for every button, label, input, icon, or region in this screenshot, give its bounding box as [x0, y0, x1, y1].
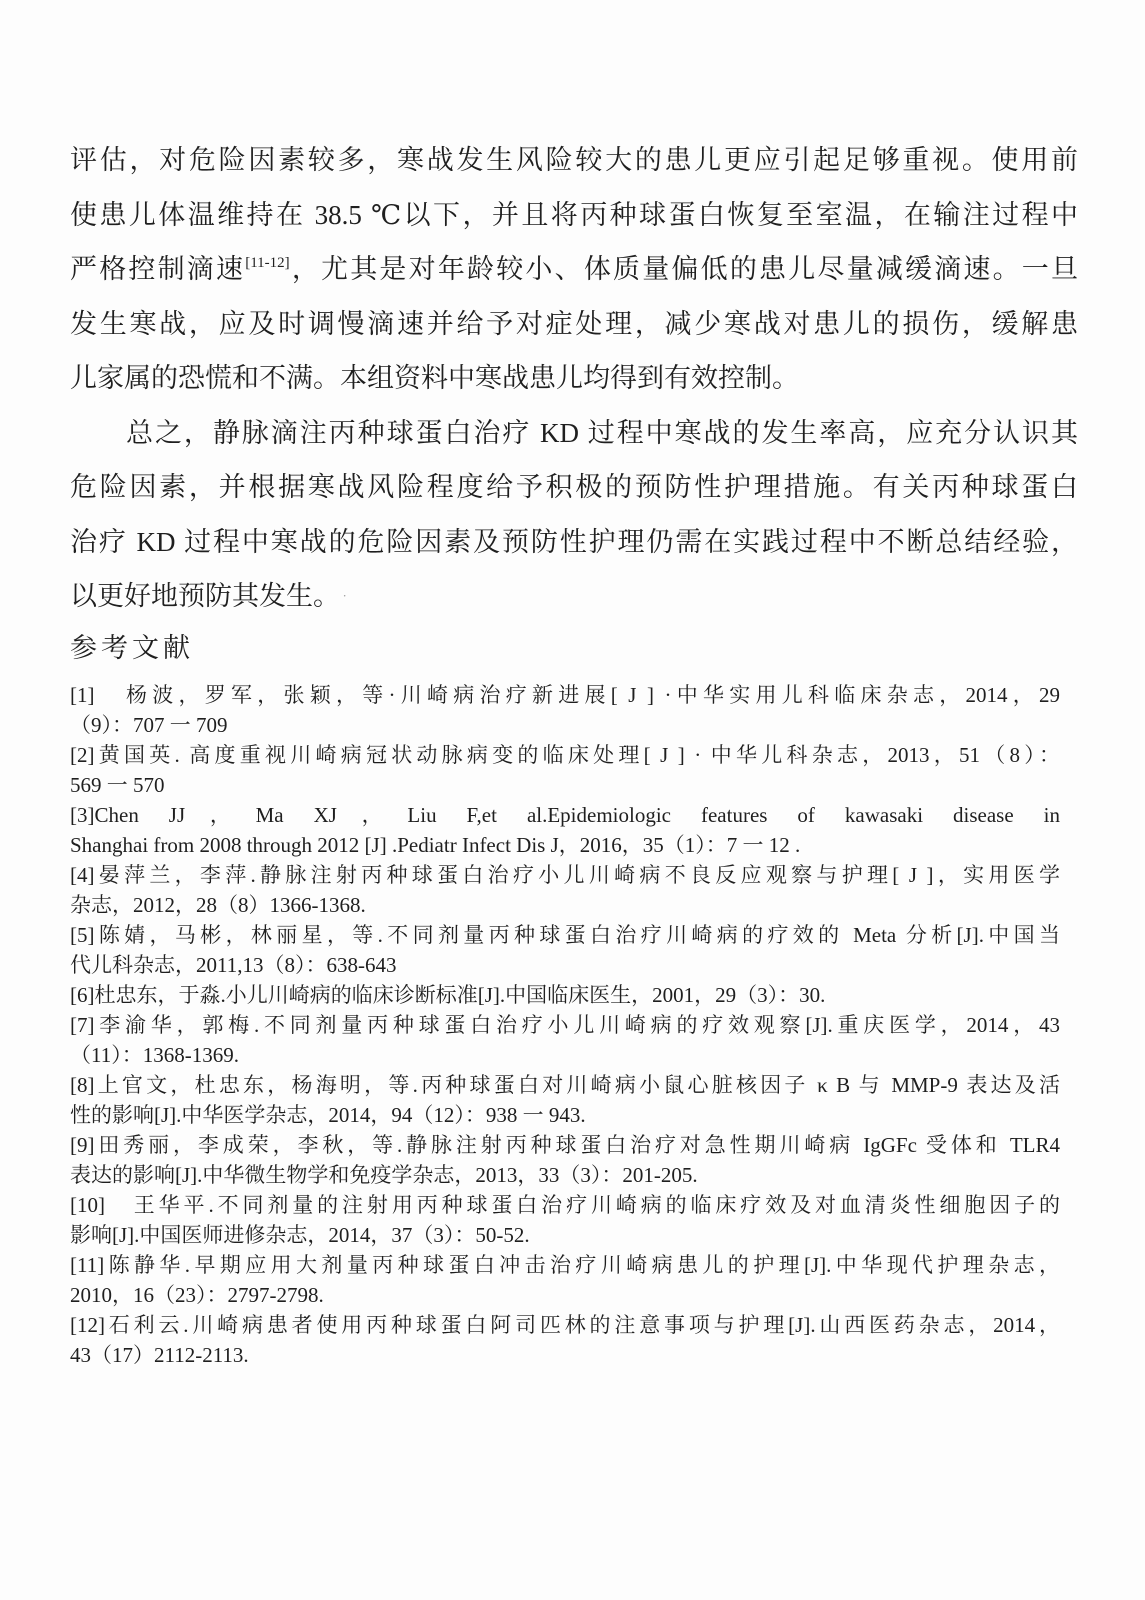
text-line: 治疗 KD 过程中寒战的危险因素及预防性护理仍需在实践过程中不断总结经验， [70, 526, 1078, 557]
text-segment: 严格控制滴速 [70, 254, 246, 284]
reference-line: [3]Chen JJ，Ma XJ，Liu F,et al.Epidemiologic features of kawasaki disease in [70, 802, 1060, 827]
reference-entry [70, 740, 1060, 800]
reference-line: [8]上官文，杜忠东，杨海明，等.丙种球蛋白对川崎病小鼠心脏核因子 κ B 与 MMP-9 表达及活 [70, 1072, 1060, 1097]
reference-line: [2]黄国英. 高度重视川崎病冠状动脉病变的临床处理[ J ] · 中华儿科杂志，2013，51（8）： [70, 742, 1060, 767]
reference-line: 性的影响[J].中华医学杂志，2014，94（12）：938 一 943. [70, 1102, 586, 1127]
reference-line: [1] 杨波，罗军，张颖，等·川崎病治疗新进展[ J ] ·中华实用儿科临床杂志，2014，29 [70, 682, 1060, 707]
text-segment: 以更好地预防其发生。 [70, 581, 327, 611]
reference-entry [70, 860, 1060, 920]
text-line: 总之，静脉滴注丙种球蛋白治疗 KD 过程中寒战的发生率高，应充分认识其 [126, 417, 1078, 448]
reference-line: [4]晏萍兰，李萍.静脉注射丙种球蛋白治疗小儿川崎病不良反应观察与护理[ J ]，实用医学 [70, 862, 1060, 887]
reference-entry [70, 1190, 1060, 1250]
reference-entry [70, 1250, 1060, 1310]
text-line: 评估，对危险因素较多，寒战发生风险较大的患儿更应引起足够重视。使用前 [70, 145, 1078, 175]
reference-entry [70, 680, 1060, 740]
reference-line: [9]田秀丽，李成荣，李秋，等.静脉注射丙种球蛋白治疗对急性期川崎病 IgGFc 受体和 TLR4 [70, 1132, 1060, 1157]
text-line [70, 569, 1078, 624]
reference-line: 杂志，2012，28（8）1366-1368. [70, 892, 366, 917]
reference-line: [10] 王华平.不同剂量的注射用丙种球蛋白治疗川崎病的临床疗效及对血清炎性细胞因子的 [70, 1192, 1060, 1217]
text-segment: ，尤其是对年龄较小、体质量偏低的患儿尽量减缓滴速。一旦 [289, 254, 1078, 284]
page-content [70, 133, 1078, 1370]
reference-entry [70, 1070, 1060, 1130]
stray-scan-mark: · [342, 588, 347, 603]
reference-line: 2010，16（23）：2797-2798. [70, 1282, 324, 1307]
citation-superscript: [11-12] [245, 255, 290, 271]
reference-entry [70, 980, 1060, 1010]
reference-entry [70, 920, 1060, 980]
reference-line: [12]石利云.川崎病患者使用丙种球蛋白阿司匹林的注意事项与护理[J].山西医药杂志，2014， [70, 1312, 1060, 1337]
reference-line: 影响[J].中国医师进修杂志，2014，37（3）：50-52. [70, 1222, 530, 1247]
reference-line: [7]李渝华，郭梅.不同剂量丙种球蛋白治疗小儿川崎病的疗效观察[J].重庆医学，2014，43 [70, 1012, 1060, 1037]
reference-entry [70, 800, 1060, 860]
text-line: 儿家属的恐慌和不满。本组资料中寒战患儿均得到有效控制。 [70, 363, 799, 393]
text-line: 发生寒战，应及时调慢滴速并给予对症处理，减少寒战对患儿的损伤，缓解患 [70, 308, 1078, 339]
reference-line: 43（17）2112-2113. [70, 1342, 249, 1367]
reference-line: （9）：707 一 709 [70, 712, 228, 737]
reference-line: [5]陈婧，马彬，林丽星，等.不同剂量丙种球蛋白治疗川崎病的疗效的 Meta 分析[J].中国当 [70, 922, 1060, 947]
references-heading: 参考文献 [70, 632, 194, 663]
reference-line: 代儿科杂志，2011,13（8）：638-643 [70, 952, 397, 977]
references-list [70, 680, 1060, 1370]
reference-line: 569 一 570 [70, 772, 165, 797]
reference-entry [70, 1130, 1060, 1190]
text-line [70, 242, 1078, 297]
reference-line: Shanghai from 2008 through 2012 [J] .Pediatr Infect Dis J，2016，35（1）：7 一 12 . [70, 832, 801, 857]
reference-entry [70, 1310, 1060, 1370]
paragraph-2 [70, 406, 1078, 624]
reference-line: （11）：1368-1369. [70, 1042, 239, 1067]
paragraph-1 [70, 133, 1078, 406]
reference-line: [11]陈静华.早期应用大剂量丙种球蛋白冲击治疗川崎病患儿的护理[J].中华现代护理杂志， [70, 1252, 1060, 1277]
reference-entry [70, 1010, 1060, 1070]
text-line: 危险因素，并根据寒战风险程度给予积极的预防性护理措施。有关丙种球蛋白 [70, 472, 1078, 502]
reference-line: 表达的影响[J].中华微生物学和免疫学杂志，2013，33（3）：201-205. [70, 1162, 698, 1187]
reference-line: [6]杜忠东，于淼.小儿川崎病的临床诊断标准[J].中国临床医生，2001，29（3）：30. [70, 982, 826, 1007]
text-line: 使患儿体温维持在 38.5 ℃以下，并且将丙种球蛋白恢复至室温，在输注过程中 [70, 199, 1078, 230]
